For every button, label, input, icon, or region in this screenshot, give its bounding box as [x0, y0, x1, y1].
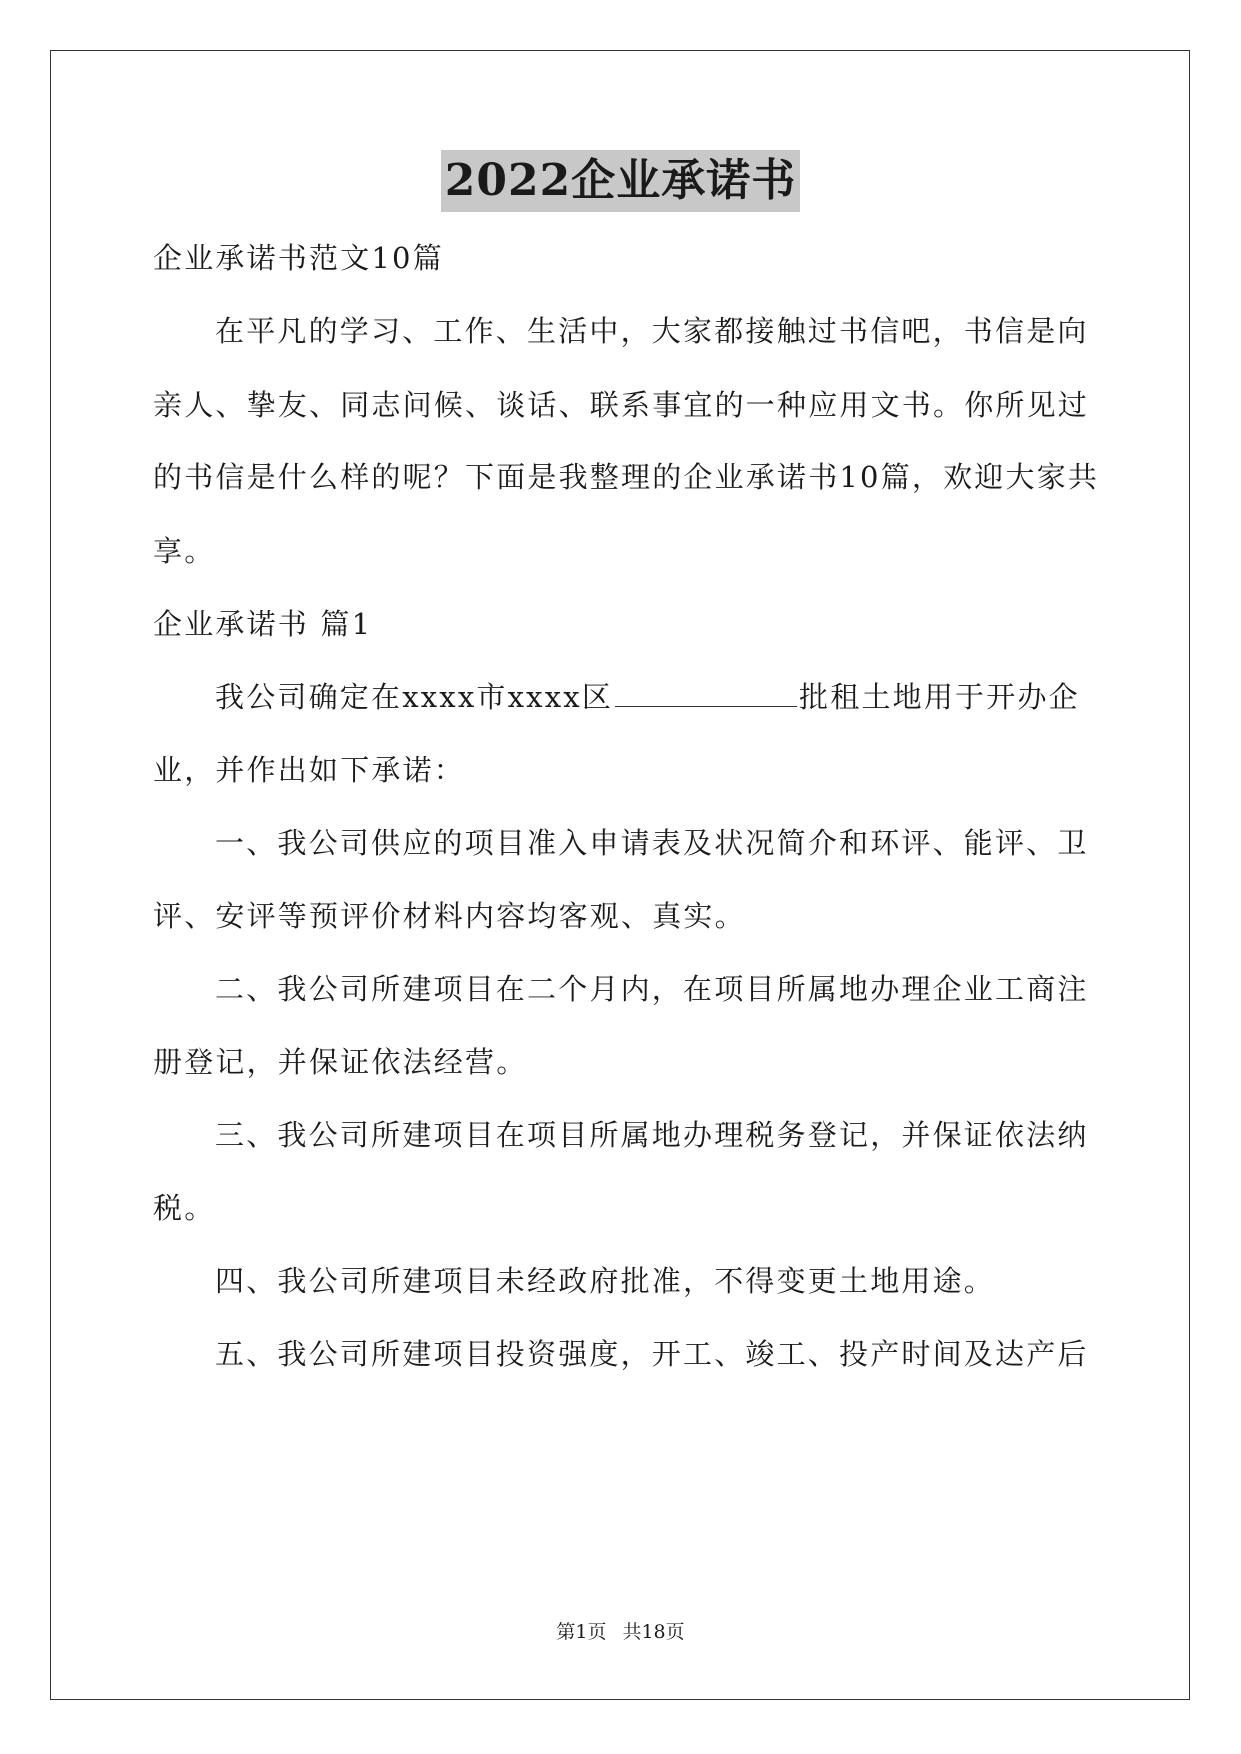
- page-number: 第1页: [556, 1621, 607, 1643]
- intro-line-2: 亲人、挚友、同志问候、谈话、联系事宜的一种应用文书。你所见过: [153, 388, 1090, 422]
- item-5-line-1: 五、我公司所建项目投资强度，开工、竣工、投产时间及达产后: [215, 1337, 1089, 1371]
- page-border: [50, 50, 1190, 1700]
- item-1-line-1: 一、我公司供应的项目准入申请表及状况简介和环评、能评、卫: [215, 826, 1089, 860]
- paragraph-1-end: 批租土地用于开办企: [799, 680, 1080, 714]
- subtitle: 企业承诺书范文10篇: [153, 241, 444, 275]
- page-total: 共18页: [622, 1621, 685, 1643]
- item-2-line-2: 册登记，并保证依法经营。: [153, 1045, 528, 1079]
- page-footer: [0, 1620, 1241, 1644]
- intro-line-4: 享。: [153, 534, 216, 568]
- paragraph-1-start: 我公司确定在xxxx市xxxx区: [215, 680, 614, 714]
- title-block: [0, 150, 1241, 212]
- fill-in-blank: [615, 704, 797, 707]
- intro-line-3: 的书信是什么样的呢？下面是我整理的企业承诺书10篇，欢迎大家共: [153, 460, 1100, 494]
- item-1-line-2: 评、安评等预评价材料内容均客观、真实。: [153, 899, 746, 933]
- paragraph-1-line-1: [215, 677, 1080, 717]
- intro-line-1: 在平凡的学习、工作、生活中，大家都接触过书信吧，书信是向: [215, 314, 1089, 348]
- section-heading: 企业承诺书 篇1: [153, 607, 373, 641]
- item-2-line-1: 二、我公司所建项目在二个月内，在项目所属地办理企业工商注: [215, 972, 1089, 1006]
- paragraph-1-line-2: 业，并作出如下承诺：: [153, 753, 466, 787]
- item-3-line-2: 税。: [153, 1191, 216, 1225]
- item-3-line-1: 三、我公司所建项目在项目所属地办理税务登记，并保证依法纳: [215, 1118, 1089, 1152]
- item-4: 四、我公司所建项目未经政府批准，不得变更土地用途。: [215, 1264, 996, 1298]
- document-title: 2022企业承诺书: [441, 150, 800, 212]
